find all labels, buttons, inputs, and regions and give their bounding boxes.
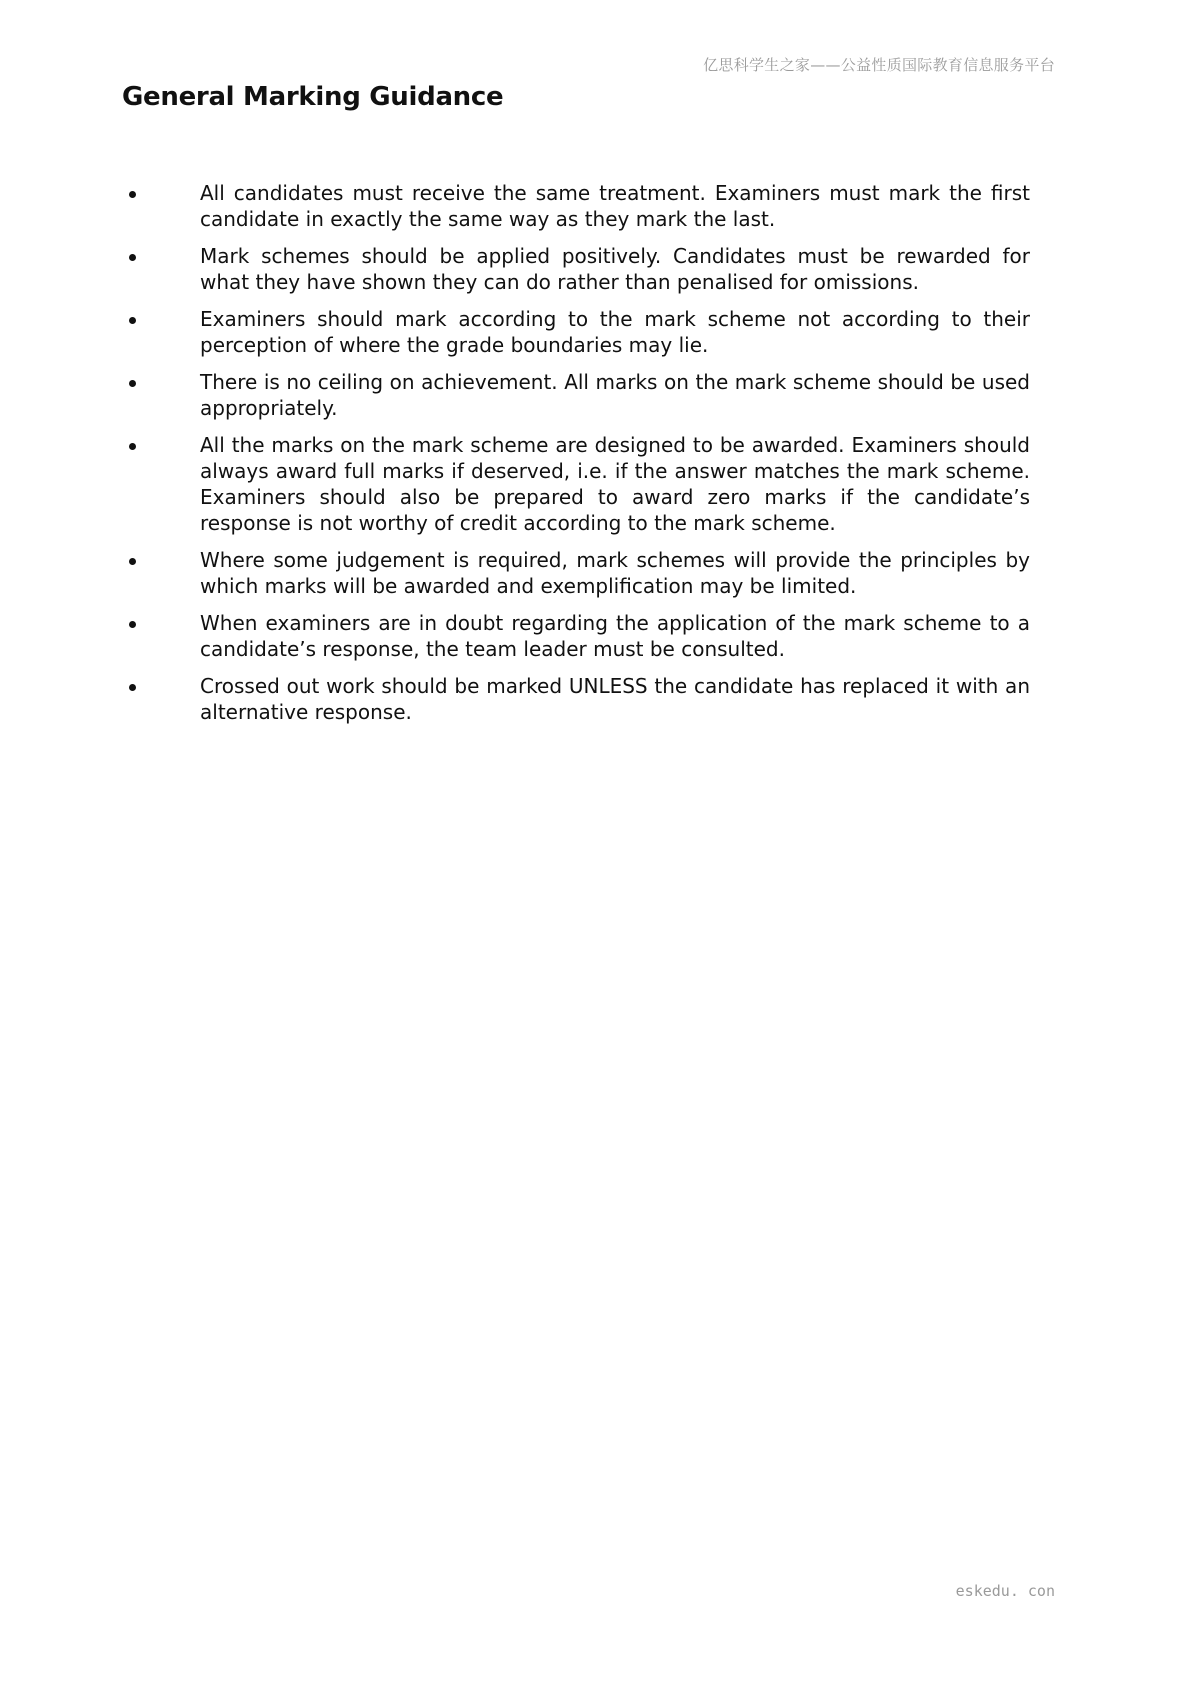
guidance-item-text: Mark schemes should be applied positively. Candidates must be rewarded for what they have shown they can do rather than penalised for omissions. xyxy=(200,244,1030,294)
page-title: General Marking Guidance xyxy=(122,82,504,112)
header-watermark: 亿思科学生之家——公益性质国际教育信息服务平台 xyxy=(703,56,1055,74)
guidance-item-text: When examiners are in doubt regarding the application of the mark scheme to a candidate’s response, the team leader must be consulted. xyxy=(200,611,1030,661)
bullet-icon xyxy=(129,380,136,387)
guidance-item-text: All the marks on the mark scheme are designed to be awarded. Examiners should always award full marks if deserved, i.e. if the answer matches the mark scheme. Examiners should also be prepared to award zero marks if the candidate’s response is not worthy of credit according to the mark scheme. xyxy=(200,433,1030,535)
bullet-icon xyxy=(129,558,136,565)
guidance-item-text: There is no ceiling on achievement. All marks on the mark scheme should be used appropriately. xyxy=(200,370,1030,420)
guidance-item-text: All candidates must receive the same treatment. Examiners must mark the first candidate in exactly the same way as they mark the last. xyxy=(200,181,1030,231)
guidance-item xyxy=(124,610,1030,662)
guidance-item xyxy=(124,243,1030,295)
guidance-item xyxy=(124,673,1030,725)
guidance-item xyxy=(124,306,1030,358)
footer-watermark: eskedu. con xyxy=(955,1582,1055,1600)
bullet-icon xyxy=(129,254,136,261)
guidance-item xyxy=(124,432,1030,536)
guidance-item xyxy=(124,547,1030,599)
guidance-item-text: Crossed out work should be marked UNLESS the candidate has replaced it with an alternative response. xyxy=(200,674,1030,724)
guidance-item xyxy=(124,369,1030,421)
guidance-item-text: Where some judgement is required, mark schemes will provide the principles by which marks will be awarded and exemplification may be limited. xyxy=(200,548,1030,598)
guidance-list xyxy=(124,180,1030,736)
bullet-icon xyxy=(129,684,136,691)
guidance-item-text: Examiners should mark according to the mark scheme not according to their perception of where the grade boundaries may lie. xyxy=(200,307,1030,357)
bullet-icon xyxy=(129,621,136,628)
bullet-icon xyxy=(129,443,136,450)
bullet-icon xyxy=(129,191,136,198)
guidance-item xyxy=(124,180,1030,232)
bullet-icon xyxy=(129,317,136,324)
